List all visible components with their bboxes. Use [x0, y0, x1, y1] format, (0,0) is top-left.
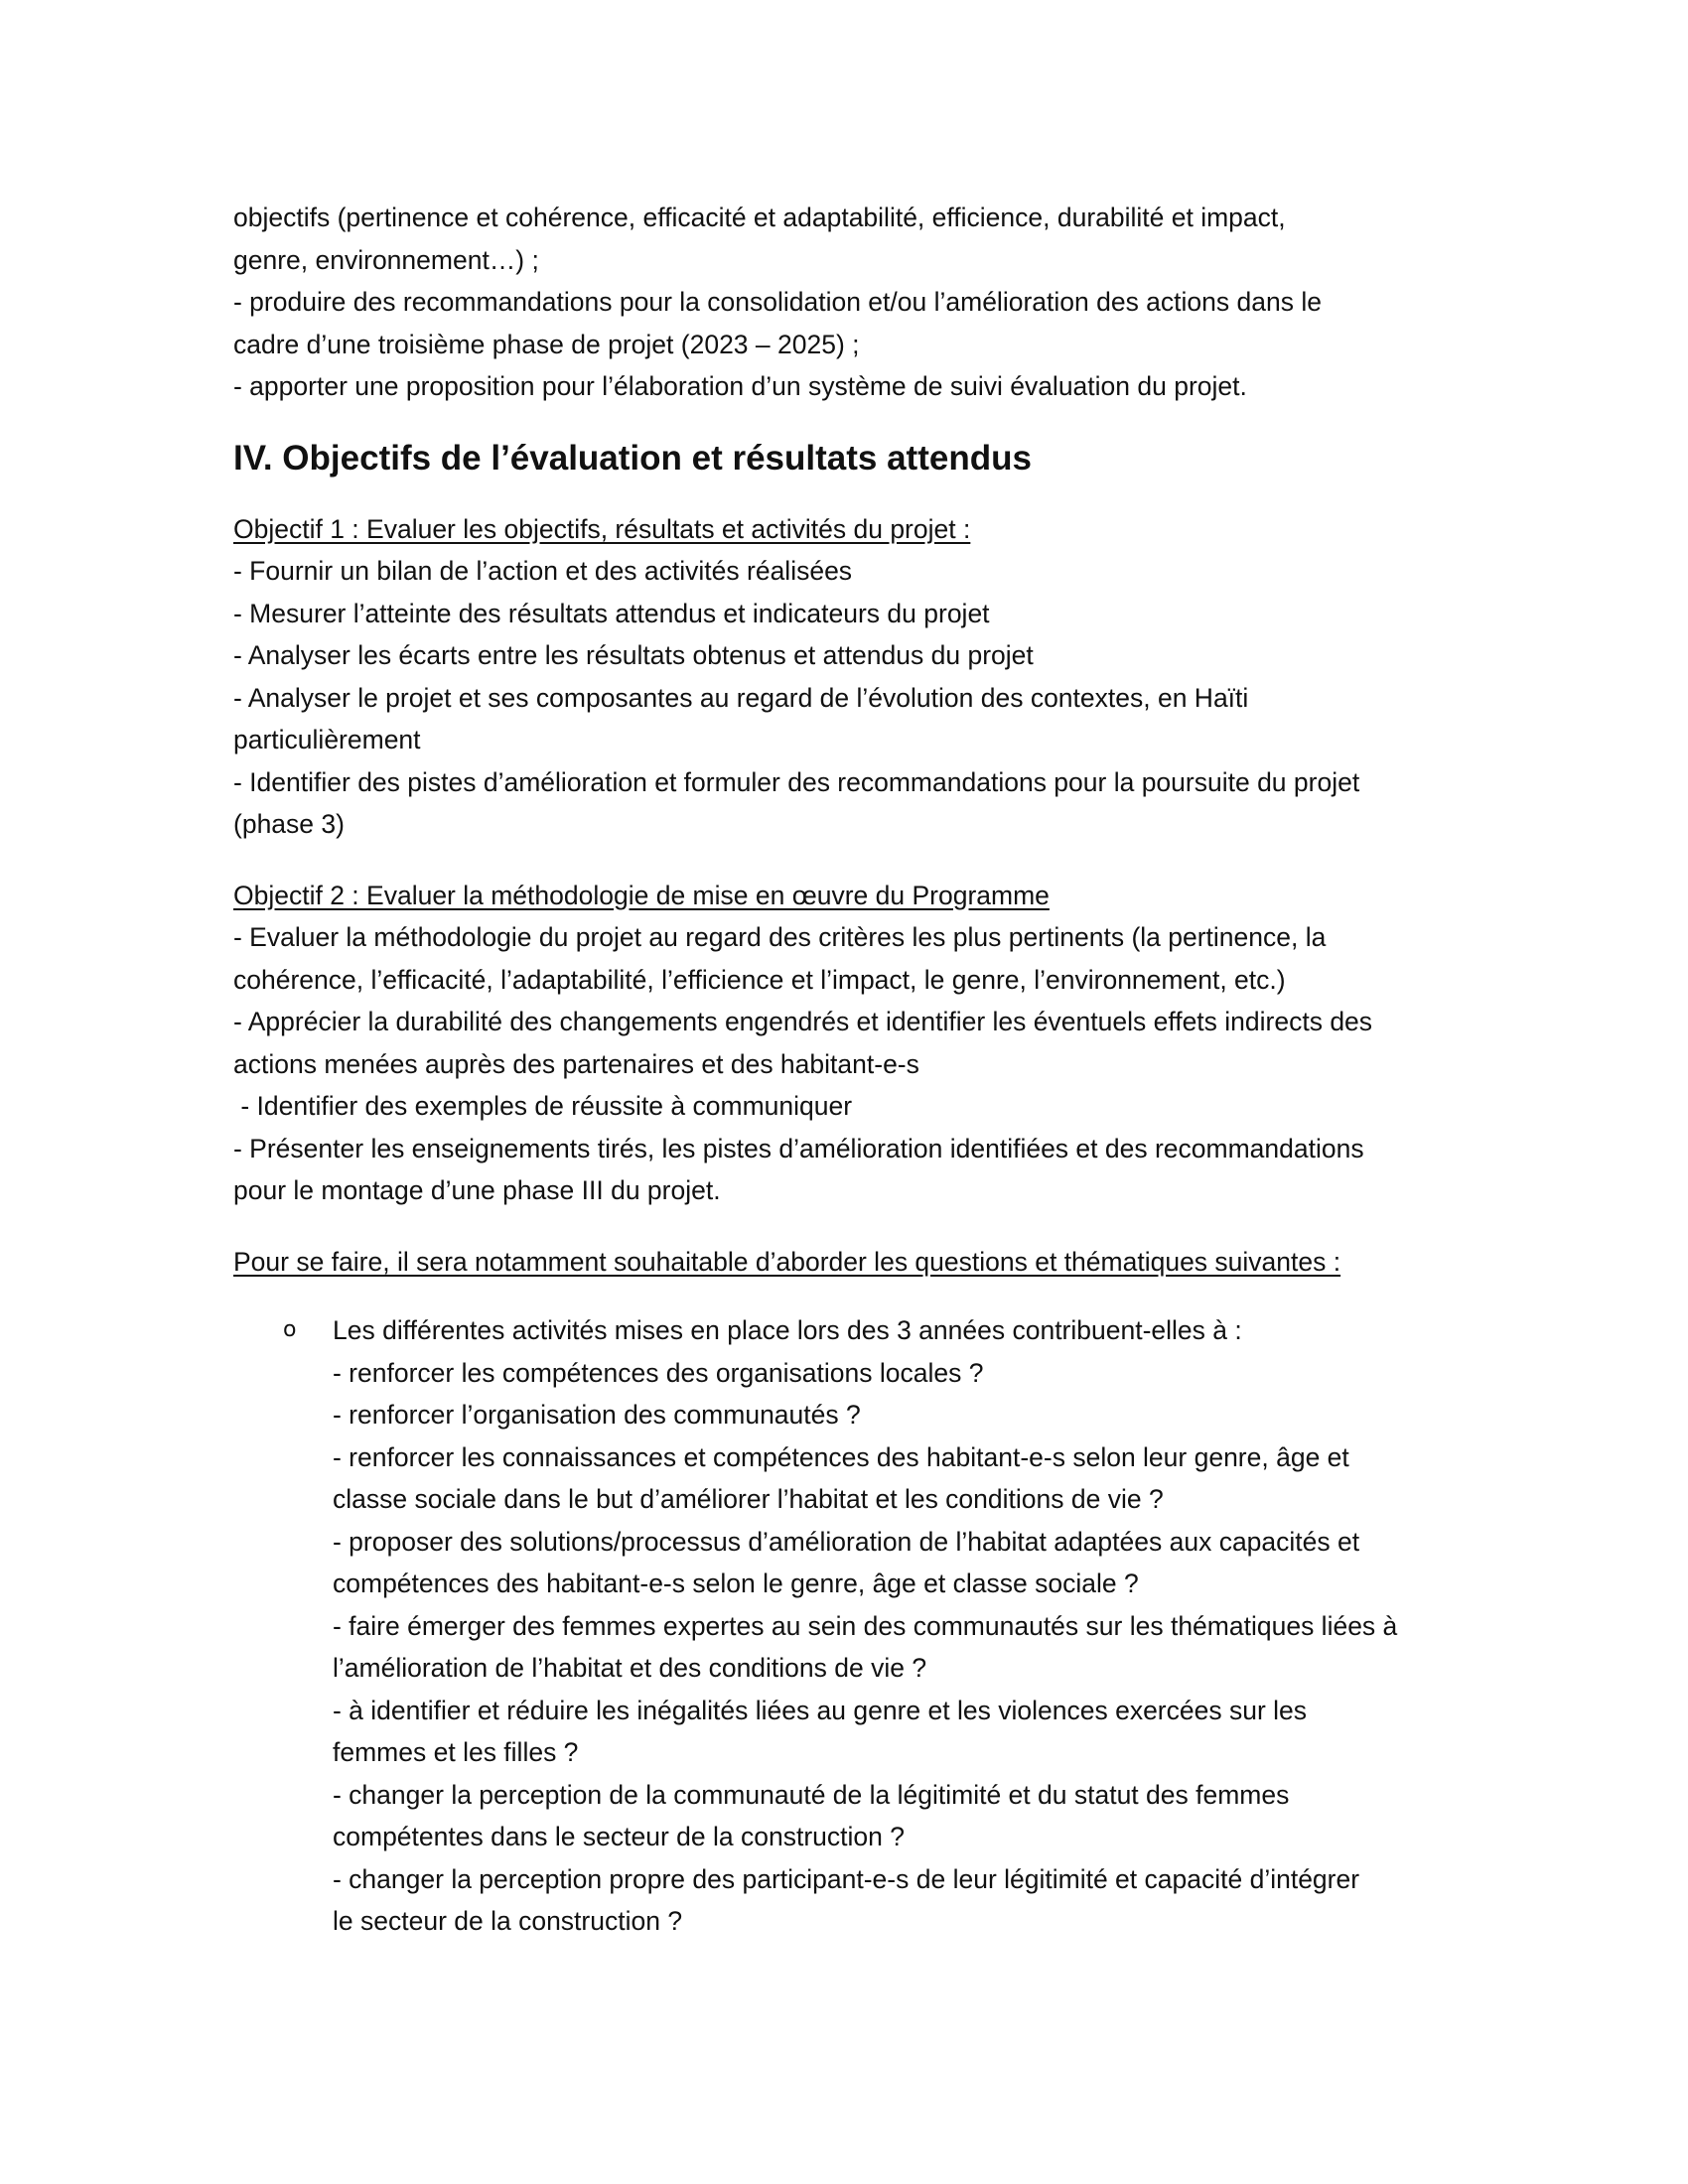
- question-line: - changer la perception propre des participant-e-s de leur légitimité et capacité d’intégrer: [333, 1863, 1360, 1894]
- list-item: [333, 1309, 1465, 1943]
- question-line: compétentes dans le secteur de la construction ?: [333, 1822, 905, 1851]
- objectif-1-line: - Mesurer l’atteinte des résultats attendus et indicateurs du projet: [233, 598, 990, 628]
- question-line: le secteur de la construction ?: [333, 1906, 683, 1936]
- question-line: femmes et les filles ?: [333, 1737, 579, 1767]
- objectif-1-line: - Analyser les écarts entre les résultats obtenus et attendus du projet: [233, 640, 1034, 670]
- objectif-1-line: - Analyser le projet et ses composantes au regard de l’évolution des contextes, en Haïti: [233, 682, 1249, 713]
- objectif-1-line: - Fournir un bilan de l’action et des activités réalisées: [233, 556, 853, 586]
- objectif-1-line: - Identifier des pistes d’amélioration et formuler des recommandations pour la poursuite du projet: [233, 766, 1360, 797]
- questions-block: [233, 1241, 1465, 1943]
- intro-line: - apporter une proposition pour l’élaboration d’un système de suivi évaluation du projet.: [233, 371, 1247, 401]
- question-line: - faire émerger des femmes expertes au sein des communautés sur les thématiques liées à: [333, 1610, 1398, 1641]
- objectif-2-line: cohérence, l’efficacité, l’adaptabilité, l’efficience et l’impact, le genre, l’environnement, etc.): [233, 964, 1286, 995]
- intro-line: - produire des recommandations pour la consolidation et/ou l’amélioration des actions dans le: [233, 287, 1322, 317]
- objectif-1-block: [233, 508, 1465, 846]
- question-line: - à identifier et réduire les inégalités liées au genre et les violences exercées sur les: [333, 1695, 1308, 1725]
- questions-title: Pour se faire, il sera notamment souhaitable d’aborder les questions et thématiques suivantes :: [233, 1246, 1341, 1277]
- intro-line: objectifs (pertinence et cohérence, efficacité et adaptabilité, efficience, durabilité et impact,: [233, 203, 1286, 232]
- objectif-2-line: actions menées auprès des partenaires et des habitant-e-s: [233, 1048, 919, 1079]
- question-line: l’amélioration de l’habitat et des conditions de vie ?: [333, 1653, 927, 1683]
- objectif-2-line: pour le montage d’une phase III du projet.: [233, 1175, 721, 1205]
- bullet-icon: o: [283, 1317, 297, 1342]
- objectif-2-line: - Apprécier la durabilité des changements engendrés et identifier les éventuels effets indirects des: [233, 1007, 1373, 1036]
- objectif-2-line: - Evaluer la méthodologie du projet au regard des critères les plus pertinents (la pertinence, la: [233, 922, 1327, 952]
- objectif-2-line: - Présenter les enseignements tirés, les pistes d’amélioration identifiées et des recommandations: [233, 1133, 1364, 1163]
- page-content: [233, 197, 1465, 1943]
- section-heading: IV. Objectifs de l’évaluation et résultats attendus: [233, 438, 1032, 478]
- objectif-1-line: (phase 3): [233, 809, 345, 839]
- intro-line: genre, environnement…) ;: [233, 244, 539, 275]
- objectif-1-title: Objectif 1 : Evaluer les objectifs, résultats et activités du projet :: [233, 513, 971, 544]
- objectif-2-line: - Identifier des exemples de réussite à communiquer: [233, 1091, 853, 1121]
- intro-paragraph: [233, 197, 1465, 408]
- question-line: compétences des habitant-e-s selon le genre, âge et classe sociale ?: [333, 1569, 1139, 1598]
- question-line: Les différentes activités mises en place lors des 3 années contribuent-elles à :: [333, 1315, 1242, 1345]
- question-line: classe sociale dans le but d’améliorer l’habitat et les conditions de vie ?: [333, 1484, 1164, 1514]
- objectif-2-title: Objectif 2 : Evaluer la méthodologie de mise en œuvre du Programme: [233, 880, 1050, 910]
- intro-line: cadre d’une troisième phase de projet (2023 – 2025) ;: [233, 329, 860, 359]
- objectif-2-block: [233, 875, 1465, 1212]
- question-line: - renforcer les compétences des organisations locales ?: [333, 1357, 984, 1388]
- questions-list: [233, 1309, 1465, 1943]
- question-line: - changer la perception de la communauté de la légitimité et du statut des femmes: [333, 1779, 1290, 1810]
- objectif-1-line: particulièrement: [233, 725, 421, 754]
- question-line: - renforcer les connaissances et compétences des habitant-e-s selon leur genre, âge et: [333, 1441, 1349, 1472]
- question-line: - proposer des solutions/processus d’amélioration de l’habitat adaptées aux capacités et: [333, 1526, 1360, 1557]
- question-line: - renforcer l’organisation des communautés ?: [333, 1400, 861, 1430]
